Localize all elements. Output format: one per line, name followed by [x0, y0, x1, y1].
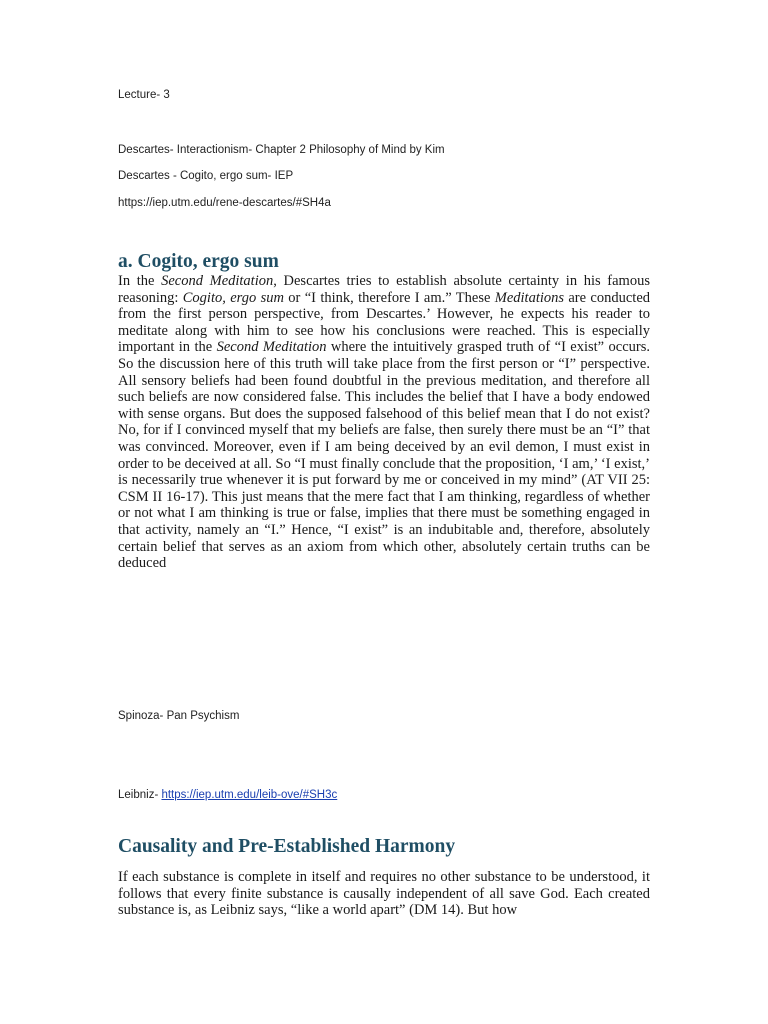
section-heading-cogito: a. Cogito, ergo sum: [118, 251, 279, 272]
descartes-chapter-line: Descartes- Interactionism- Chapter 2 Philosophy of Mind by Kim: [118, 144, 445, 156]
leibniz-prefix: Leibniz-: [118, 789, 162, 801]
section-heading-causality: Causality and Pre-Established Harmony: [118, 836, 456, 857]
cogito-paragraph: In the Second Meditation, Descartes tries to establish absolute certainty in his famous reasoning: Cogito, ergo sum or “I think, therefore I am.” These Meditations are conducted from the first person perspective, from Descartes.’ However, he expects his reader to meditate along with him to see how his conclusions were reached. This is especially important in the Second Meditation where the intuitively grasped truth of “I exist” occurs. So the discussion here of this truth will take place from the first person or “I” perspective. All sensory beliefs had been found doubtful in the previous meditation, and therefore all such beliefs are now considered false. This includes the belief that I have a body endowed with sense organs. But does the supposed falsehood of this belief mean that I do not exist? No, for if I convinced myself that my beliefs are false, then surely there must be an “I” that was convinced. Moreover, even if I am being deceived by an evil demon, I must exist in order to be deceived at all. So “I must finally conclude that the proposition, ‘I am,’ ‘I exist,’ is necessarily true whenever it is put forward by me or conceived in my mind” (AT VII 25: CSM II 16-17). This just means that the mere fact that I am thinking, regardless of whether or not what I am thinking is true or false, implies that there must be something engaged in that activity, namely an “I.” Hence, “I exist” is an indubitable and, therefore, absolutely certain belief that serves as an axiom from which other, absolutely certain truths can be deduced: [118, 273, 651, 572]
descartes-iep-line: Descartes - Cogito, ergo sum- IEP: [118, 170, 294, 182]
leibniz-line: [118, 789, 337, 801]
causality-paragraph: If each substance is complete in itself and requires no other substance to be understood, it follows that every finite substance is causally independent of all save God. Each created substance is, as Leibniz says, “like a world apart” (DM 14). But how: [118, 869, 650, 919]
descartes-url: https://iep.utm.edu/rene-descartes/#SH4a: [118, 197, 331, 209]
spinoza-line: Spinoza- Pan Psychism: [118, 710, 240, 722]
emphasis-cogito: Cogito, ergo sum: [182, 289, 284, 306]
leibniz-link[interactable]: https://iep.utm.edu/leib-ove/#SH3c: [161, 789, 338, 801]
lecture-label: Lecture- 3: [118, 89, 170, 101]
emphasis-second-meditation-2: Second Meditation: [216, 339, 327, 356]
emphasis-second-meditation: Second Meditation: [161, 273, 274, 289]
emphasis-meditations: Meditations: [494, 289, 565, 306]
